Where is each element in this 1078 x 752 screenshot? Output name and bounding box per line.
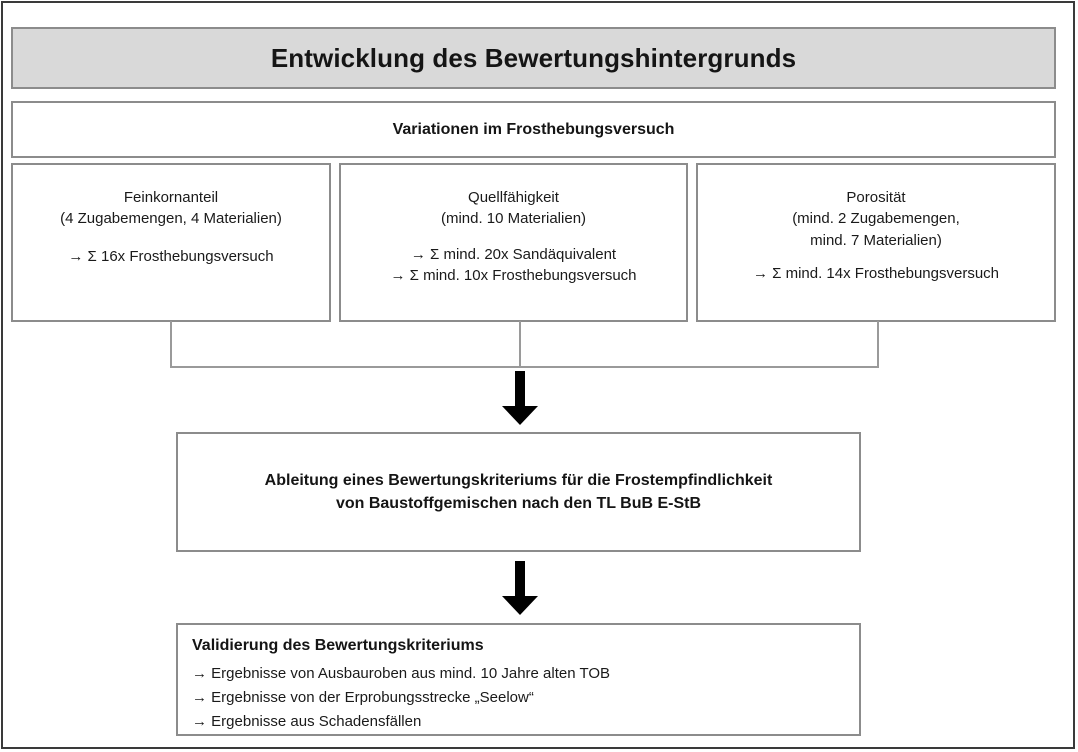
variations-header-label: Variationen im Frosthebungsversuch (392, 120, 675, 138)
validation-list-item: → Ergebnisse von der Erprobungsstrecke „Seelow“ (192, 688, 534, 706)
variation-heading-line-1: Porosität (846, 189, 906, 206)
variation-result-item: → Σ mind. 10x Frosthebungsversuch (390, 266, 637, 284)
variation-result-item: → Σ mind. 20x Sandäquivalent (410, 245, 617, 263)
connector-stub-right (877, 321, 879, 368)
connector-stub-left (170, 321, 172, 368)
validation-list (192, 665, 859, 731)
arrow-shaft (515, 371, 525, 407)
merge-connector (170, 321, 879, 369)
variation-result-item: → Σ 16x Frosthebungsversuch (68, 247, 274, 265)
variation-heading-line-2: (mind. 10 Materialien) (440, 210, 587, 228)
variation-heading (13, 187, 329, 230)
variation-box-feinkornanteil (11, 163, 331, 322)
variation-heading-line-3: mind. 7 Materialien) (810, 231, 942, 249)
variation-heading-line-1: Quellfähigkeit (468, 189, 559, 206)
variation-box-porositaet (696, 163, 1056, 322)
variation-heading-line-2: (mind. 2 Zugabemengen, (792, 210, 960, 228)
variation-result-item: → Σ mind. 14x Frosthebungsversuch (752, 264, 1000, 282)
validation-list-item: → Ergebnisse von Ausbauroben aus mind. 10 Jahre alten TOB (192, 665, 611, 683)
derivation-line-2: von Baustoffgemischen nach den TL BuB E-StB (335, 495, 702, 512)
page-title: Entwicklung des Bewertungshintergrunds (270, 42, 797, 73)
variation-heading (698, 187, 1054, 251)
variation-box-quellfaehigkeit (339, 163, 688, 322)
arrow-down-icon (502, 561, 538, 615)
variation-results (13, 246, 329, 267)
derivation-box (176, 432, 861, 552)
variation-heading-line-2: (4 Zugabemengen, 4 Materialien) (60, 210, 282, 228)
diagram-title-box (11, 27, 1056, 89)
connector-stub-middle (519, 321, 521, 368)
variation-heading (341, 187, 686, 230)
validation-title: Validierung des Bewertungskriteriums (192, 637, 484, 654)
arrow-shaft (515, 561, 525, 597)
variation-results (698, 263, 1054, 284)
variation-results (341, 244, 686, 287)
variations-header-box (11, 101, 1056, 158)
derivation-text (178, 469, 859, 515)
connector-horizontal-line (170, 366, 879, 368)
arrow-head (502, 406, 538, 425)
arrow-head (502, 596, 538, 615)
validation-list-item: → Ergebnisse aus Schadensfällen (192, 712, 422, 730)
outer-frame (1, 1, 1075, 749)
derivation-line-1: Ableitung eines Bewertungskriteriums für die Frostempfindlichkeit (264, 471, 773, 489)
validation-box (176, 623, 861, 736)
arrow-down-icon (502, 371, 538, 425)
variation-heading-line-1: Feinkornanteil (123, 189, 219, 206)
